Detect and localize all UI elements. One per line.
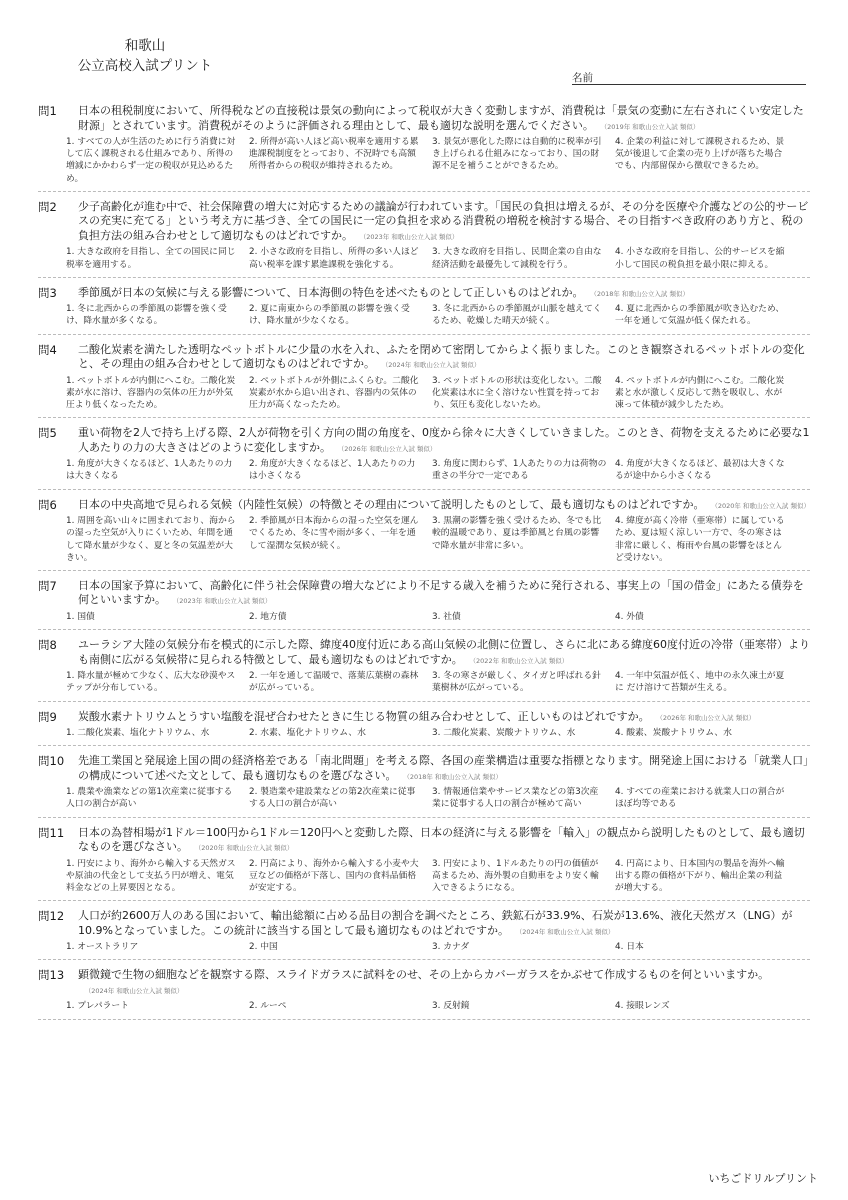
question-number: 問3: [38, 285, 57, 300]
answer-choice[interactable]: 2. 角度が大きくなるほど、1人あたりの力は小さくなる: [249, 459, 416, 482]
question-body: 日本の中央高地で見られる気候（内陸性気候）の特徴とその理由について説明したものとして、最も適切なものはどれですか。: [78, 497, 705, 511]
question-block: [38, 200, 810, 278]
answer-choice[interactable]: 2. 水素、塩化ナトリウム、水: [249, 728, 366, 739]
choice-list: [66, 515, 810, 564]
answer-choice[interactable]: 2. 円高により、海外から輸入する小麦や大豆などの価格が下落し、国内の食料品価格が安定する。: [249, 858, 419, 894]
question-text: [78, 200, 810, 245]
answer-choice[interactable]: 1. 周囲を高い山々に囲まれており、海からの湿った空気が入りにくいため、年間を通して降水量が少なく、夏と冬の気温差が大きい。: [66, 516, 236, 563]
question-source: （2024年 和歌山公立入試 類似）: [88, 986, 184, 995]
title-main: 公立高校入試プリント: [77, 58, 213, 74]
answer-choice[interactable]: 4. 小さな政府を目指し、公的サービスを縮小して国民の税負担を最小限に抑える。: [615, 247, 785, 270]
answer-choice[interactable]: 2. 夏に南東からの季節風の影響を強く受け、降水量が少なくなる。: [249, 304, 410, 327]
question-source: （2023年 和歌山公立入試 類似）: [176, 597, 272, 606]
footer-brand: いちごドリルプリント: [708, 1172, 818, 1185]
choice-list: [66, 611, 810, 623]
answer-choice[interactable]: 1. 円安により、海外から輸入する天然ガスや原油の代金として支払う円が増え、電気料金などの上昇要因となる。: [66, 858, 236, 894]
question-number: 問7: [38, 578, 57, 593]
question-text: [78, 343, 810, 373]
question-head: [38, 498, 810, 514]
choice-list: [66, 1000, 810, 1012]
question-head: [38, 286, 810, 302]
answer-choice[interactable]: 1. 国債: [66, 611, 95, 622]
question-block: [38, 754, 810, 817]
question-number: 問9: [38, 709, 57, 724]
question-body: 顕微鏡で生物の細胞などを観察する際、スライドガラスに試料をのせ、その上からカバーガラスをかぶせて作成するものを何といいますか。: [78, 968, 770, 982]
answer-choice[interactable]: 3. 冬に北西からの季節風が山脈を越えてくるため、乾燥した晴天が続く。: [432, 304, 602, 327]
answer-choice[interactable]: 4. 角度が大きくなるほど、最初は大きくなるが途中から小さくなる: [615, 459, 785, 482]
question-source: （2020年 和歌山公立入試 類似）: [198, 844, 294, 853]
choice-list: [66, 375, 810, 412]
question-number: 問5: [38, 426, 57, 441]
question-body: 日本の租税制度において、所得税などの直接税は景気の動向によって税収が大きく変動しますが、消費税は「景気の変動に左右されにくい安定した財源」とされています。消費税がそのように評価される理由として、最も適切な説明を選んでください。: [78, 104, 804, 132]
question-number: 問1: [38, 104, 57, 118]
answer-choice[interactable]: 1. ペットボトルが内側にへこむ。二酸化炭素が水に溶け、容器内の気体の圧力が外気圧より低くなったため。: [66, 375, 236, 411]
choice-list: [66, 458, 810, 482]
question-text: [78, 426, 810, 456]
answer-choice[interactable]: 1. 二酸化炭素、塩化ナトリウム、水: [66, 728, 210, 739]
answer-choice[interactable]: 2. 所得が高い人ほど高い税率を適用する累進課税制度をとっており、不況時でも高額所得者からの税収が維持されるため。: [249, 137, 419, 172]
question-source: （2023年 和歌山公立入試 類似）: [363, 232, 459, 241]
answer-choice[interactable]: 1. オーストラリア: [66, 942, 139, 953]
answer-choice[interactable]: 2. 製造業や建設業などの第2次産業に従事する人口の割合が高い: [249, 787, 416, 810]
answer-choice[interactable]: 3. 大きな政府を目指し、民間企業の自由な経済活動を最優先して減税を行う。: [432, 247, 602, 270]
question-source: （2022年 和歌山公立入試 類似）: [472, 656, 569, 665]
choice-list: [66, 858, 810, 895]
question-head: [38, 343, 810, 373]
answer-choice[interactable]: 2. 地方債: [249, 611, 287, 622]
answer-choice[interactable]: 3. ペットボトルの形状は変化しない。二酸化炭素は水に全く溶けない性質を持っており、気圧も変化しないため。: [432, 375, 602, 411]
question-body: 日本の国家予算において、高齢化に伴う社会保障費の増大などにより不足する歳入を補うために発行される、事実上の「国の借金」にあたる債券を何といいますか。: [78, 578, 804, 607]
question-head: [38, 968, 810, 998]
question-head: [38, 754, 810, 784]
question-text: [78, 710, 810, 726]
question-head: [38, 710, 810, 726]
answer-choice[interactable]: 4. ペットボトルが内側にへこむ。二酸化炭素と水が激しく反応して熱を吸収し、水が凍って体積が減少したため。: [615, 375, 785, 411]
answer-choice[interactable]: 3. 円安により、1ドルあたりの円の価値が高まるため、海外製の自動車をより安く輸入できるようになる。: [432, 858, 599, 894]
question-block: [38, 498, 810, 571]
answer-choice[interactable]: 4. 企業の利益に対して課税されるため、景気が後退して企業の売り上げが落ちた場合でも、内部留保から徴収できるため。: [615, 137, 785, 172]
answer-choice[interactable]: 3. 角度に関わらず、1人あたりの力は荷物の重さの半分で一定である: [432, 459, 607, 482]
question-body: 日本の為替相場が1ドル＝100円から1ドル＝120円へと変動した際、日本の経済に与える影響を「輸入」の観点から説明したものとして、最も適切なものを選びなさい。: [78, 825, 805, 854]
question-source: （2024年 和歌山公立入試 類似）: [518, 927, 615, 936]
question-block: [38, 909, 810, 960]
question-block: [38, 968, 810, 1019]
question-head: [38, 200, 810, 245]
answer-choice[interactable]: 4. 円高により、日本国内の製品を海外へ輸出する際の価格が下がり、輸出企業の利益が増大する。: [615, 858, 785, 894]
question-head: [38, 826, 810, 856]
answer-choice[interactable]: 4. 一年中気温が低く、地中の永久凍土が夏に だけ溶けて苔類が生える。: [615, 671, 785, 694]
question-number: 問2: [38, 199, 57, 214]
question-block: [38, 710, 810, 747]
question-number: 問6: [38, 497, 57, 512]
question-head: [38, 909, 810, 939]
answer-choice[interactable]: 3. 景気が悪化した際には自動的に税率が引き上げられる仕組みになっており、国の財源不足を補うことができるため。: [432, 137, 602, 172]
name-label: 名前: [572, 72, 593, 84]
answer-choice[interactable]: 1. 降水量が極めて少なく、広大な砂漠やステップが分布している。: [66, 671, 236, 694]
question-block: [38, 104, 810, 192]
question-body: 二酸化炭素を満たした透明なペットボトルに少量の水を入れ、ふたを閉めて密閉してからよく振りました。このとき観察されるペットボトルの変化と、その理由の組み合わせとして適切なものはどれですか。: [78, 342, 805, 371]
question-body: 炭酸水素ナトリウムとうすい塩酸を混ぜ合わせたときに生じる物質の組み合わせとして、正しいものはどれですか。: [78, 709, 650, 723]
answer-choice[interactable]: 1. 大きな政府を目指し、全ての国民に同じ税率を適用する。: [66, 247, 236, 270]
answer-choice[interactable]: 1. 角度が大きくなるほど、1人あたりの力は大きくなる: [66, 459, 233, 482]
answer-choice[interactable]: 4. 緯度が高く冷帯（亜寒帯）に属しているため、夏は短く涼しい一方で、冬の寒さは非常に厳しく、梅雨や台風の影響をほとんど受けない。: [615, 516, 785, 563]
choice-list: [66, 303, 810, 327]
answer-choice[interactable]: 1. 冬に北西からの季節風の影響を強く受け、降水量が多くなる。: [66, 304, 227, 327]
question-text: [78, 498, 810, 514]
choice-list: [66, 136, 810, 185]
question-head: [38, 104, 810, 134]
question-number: 問11: [38, 825, 65, 840]
answer-choice[interactable]: 2. 中国: [249, 942, 278, 953]
question-number: 問4: [38, 342, 57, 357]
question-source: （2026年 和歌山公立入試 類似）: [341, 444, 437, 453]
choice-list: [66, 941, 810, 953]
question-source: （2019年 和歌山公立入試 類似）: [603, 122, 700, 131]
question-number: 問13: [38, 968, 65, 983]
answer-choice[interactable]: 3. 情報通信業やサービス業などの第3次産業に従事する人口の割合が極めて高い: [432, 787, 599, 810]
question-text: [78, 579, 810, 609]
title-prefecture: 和歌山: [124, 38, 166, 54]
question-block: [38, 826, 810, 902]
answer-choice[interactable]: 3. 二酸化炭素、炭酸ナトリウム、水: [432, 728, 576, 739]
question-text: [78, 754, 810, 784]
header: [0, 36, 848, 96]
question-block: [38, 579, 810, 630]
question-head: [38, 638, 810, 668]
question-number: 問10: [38, 754, 65, 769]
question-source: （2026年 和歌山公立入試 類似）: [659, 713, 756, 722]
answer-choice[interactable]: 4. 日本: [615, 942, 644, 953]
question-number: 問8: [38, 638, 57, 653]
answer-choice[interactable]: 2. ペットボトルが外側にふくらむ。二酸化炭素が水から追い出され、容器内の気体の圧力が高くなったため。: [249, 375, 419, 411]
choice-list: [66, 727, 810, 739]
question-number: 問12: [38, 909, 65, 924]
answer-choice[interactable]: 2. 小さな政府を目指し、所得の多い人ほど高い税率を課す累進課税を強化する。: [249, 247, 419, 270]
answer-choice[interactable]: 3. 冬の寒さが厳しく、タイガと呼ばれる針葉樹林が広がっている。: [432, 671, 601, 694]
question-block: [38, 426, 810, 489]
answer-choice[interactable]: 3. 黒潮の影響を強く受けるため、冬でも比較的温暖であり、夏は季節風と台風の影響で降水量が非常に多い。: [432, 516, 602, 551]
question-source: （2020年 和歌山公立入試 類似）: [714, 501, 810, 510]
answer-choice[interactable]: 4. すべての産業における就業人口の割合がほぼ均等である: [615, 787, 785, 810]
answer-choice[interactable]: 1. 農業や漁業などの第1次産業に従事する人口の割合が高い: [66, 787, 233, 810]
question-source: （2018年 和歌山公立入試 類似）: [593, 289, 689, 298]
answer-choice[interactable]: 2. ルーペ: [249, 1001, 287, 1012]
question-list: [38, 104, 810, 1028]
answer-choice[interactable]: 3. 反射鏡: [432, 1001, 470, 1012]
question-text: [78, 638, 810, 668]
name-field[interactable]: [572, 66, 806, 85]
question-text: [78, 909, 810, 939]
answer-choice[interactable]: 1. すべての人が生活のために行う消費に対して広く課税される仕組みであり、所得の増減にかかわらず一定の税収が見込めるため。: [66, 137, 236, 184]
question-text: [78, 826, 810, 856]
question-head: [38, 426, 810, 456]
question-body: 季節風が日本の気候に与える影響について、日本海側の特色を述べたものとして正しいものはどれか。: [78, 285, 584, 299]
question-block: [38, 286, 810, 335]
answer-choice[interactable]: 4. 接眼レンズ: [615, 1001, 670, 1012]
answer-choice[interactable]: 4. 酸素、炭酸ナトリウム、水: [615, 728, 732, 739]
choice-list: [66, 246, 810, 270]
question-head: [38, 579, 810, 609]
question-body: 少子高齢化が進む中で、社会保障費の増大に対応するための議論が行われています。「国民の負担は増えるが、その分を医療や介護などの公的サービスの充実に充てる」という考え方に基づき、全ての国民に一定の負担を求める消費税の増税を検討する場合、その目指すべき政府のあり方と、税の負担方法の組み合わせとして適切なものはどれですか。: [78, 199, 809, 242]
question-source: （2024年 和歌山公立入試 類似）: [385, 361, 481, 370]
question-body: 人口が約2600万人のある国において、輸出総額に占める品目の割合を調べたところ、鉄鉱石が33.9%、石炭が13.6%、液化天然ガス（LNG）が10.9%となっていました。この統計に該当する国として最も適切なものはどれですか。: [78, 909, 793, 937]
question-source: （2018年 和歌山公立入試 類似）: [406, 772, 502, 781]
question-body: ユーラシア大陸の気候分布を模式的に示した際、緯度40度付近にある高山気候の北側に位置し、さらに北にある緯度60度付近の冷帯（亜寒帯）よりも南側に広がる気候帯に見られる特徴として、最も適切なものはどれですか。: [78, 638, 810, 666]
question-body: 重い荷物を2人で持ち上げる際、2人が荷物を引く方向の間の角度を、0度から徐々に大きくしていきました。このとき、荷物を支えるために必要な1人あたりの力の大きさはどのように変化しますか。: [78, 426, 810, 454]
question-text: [78, 968, 810, 998]
answer-choice[interactable]: 4. 夏に北西からの季節風が吹き込むため、一年を通して気温が低く保たれる。: [615, 304, 785, 327]
question-block: [38, 343, 810, 419]
choice-list: [66, 786, 810, 810]
answer-choice[interactable]: 2. 一年を通して温暖で、落葉広葉樹の森林が広がっている。: [249, 671, 419, 694]
answer-choice[interactable]: 1. プレパラート: [66, 1001, 130, 1012]
title-block: [60, 36, 230, 76]
answer-choice[interactable]: 3. カナダ: [432, 942, 470, 953]
question-body: 先進工業国と発展途上国の間の経済格差である「南北問題」を考える際、各国の産業構造は重要な指標となります。開発途上国における「就業人口」の構成について述べた文として、最も適切なものを選びなさい。: [78, 754, 809, 782]
question-text: [78, 104, 810, 134]
answer-choice[interactable]: 2. 季節風が日本海からの湿った空気を運んでくるため、冬に雪や雨が多く、一年を通して湿潤な気候が続く。: [249, 516, 419, 551]
choice-list: [66, 670, 810, 694]
answer-choice[interactable]: 4. 外債: [615, 611, 644, 622]
question-text: [78, 286, 810, 302]
answer-choice[interactable]: 3. 社債: [432, 611, 461, 622]
question-block: [38, 638, 810, 701]
